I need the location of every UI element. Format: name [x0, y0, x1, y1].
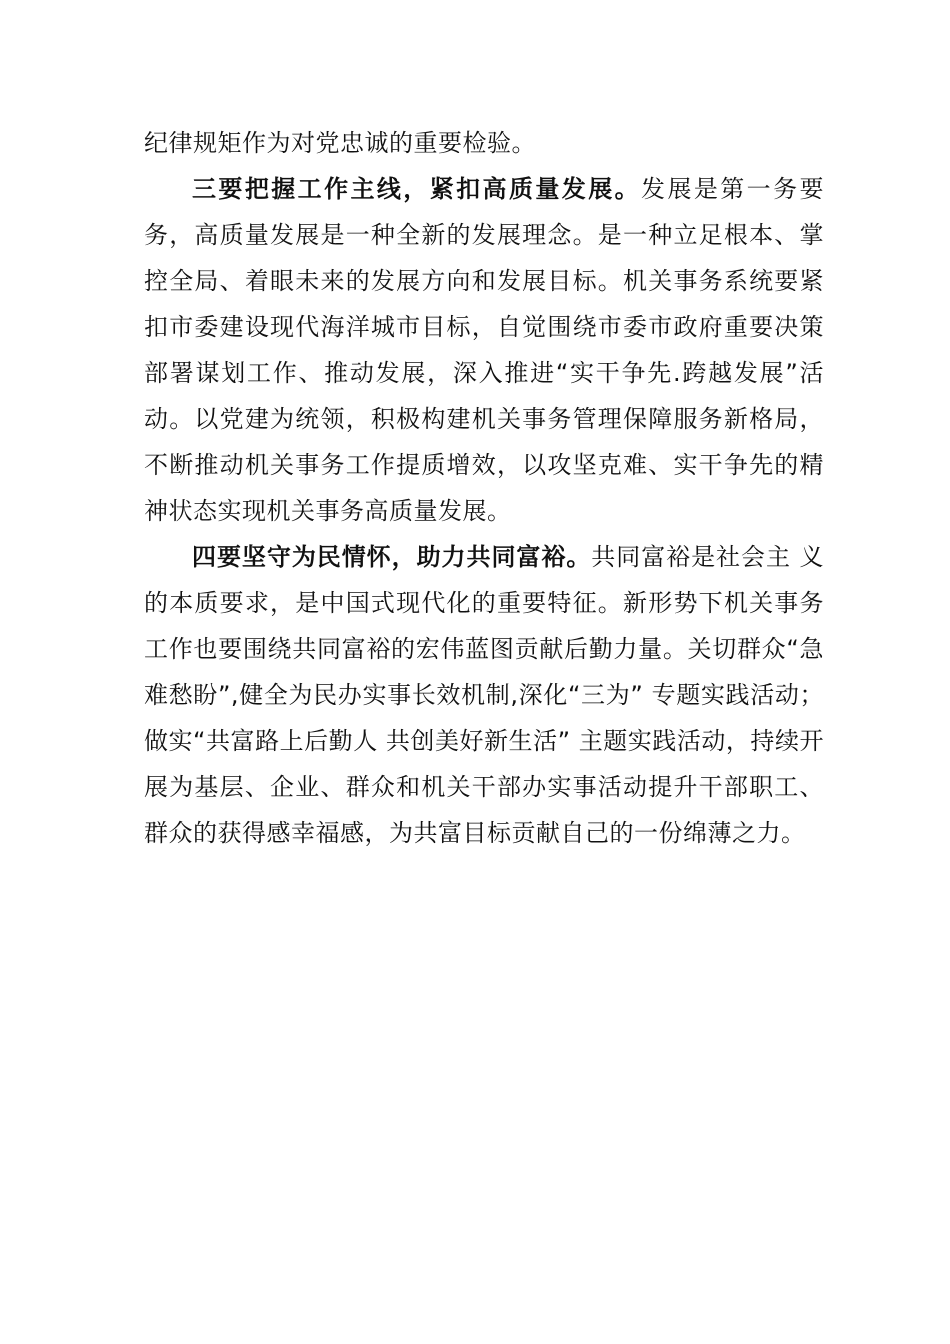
paragraph-3-text: 共同富裕是社会主 义的本质要求，是中国式现代化的重要特征。新形势下机关事务工作也要围绕共同富裕的宏伟蓝图贡献后勤力量。关切群众“急难愁盼”,健全为民办实事长效机制,深化“三为” 专题实践活动；做实“共富路上后勤人 共创美好新生活” 主题实践活动，持续开展为基层、企业、群众和机关干部办实事活动提升干部职工、群众的获得感幸福感，为共富目标贡献自己的一份绵薄之力。: [144, 543, 824, 847]
paragraph-2-text: 发展是第一务要务，高质量发展是一种全新的发展理念。是一种立足根本、掌控全局、着眼未来的发展方向和发展目标。机关事务系统要紧扣市委建设现代海洋城市目标，自觉围绕市委市政府重要决策部署谋划工作、推动发展，深入推进“实干争先.跨越发展”活动。以党建为统领，积极构建机关事务管理保障服务新格局，不断推动机关事务工作提质增效，以攻坚克难、实干争先的精神状态实现机关事务高质量发展。: [144, 175, 825, 525]
paragraph-1-text: 纪律规矩作为对党忠诚的重要检验。: [144, 129, 536, 157]
paragraph-2-heading: 三要把握工作主线，紧扣高质量发展。: [192, 175, 642, 203]
paragraph-three-requirements: [144, 166, 824, 534]
paragraph-continuation: [144, 120, 824, 166]
document-body: [144, 120, 824, 856]
paragraph-3-heading: 四要坚守为民情怀，助力共同富裕。: [192, 543, 592, 571]
paragraph-four-requirements: [144, 534, 824, 856]
